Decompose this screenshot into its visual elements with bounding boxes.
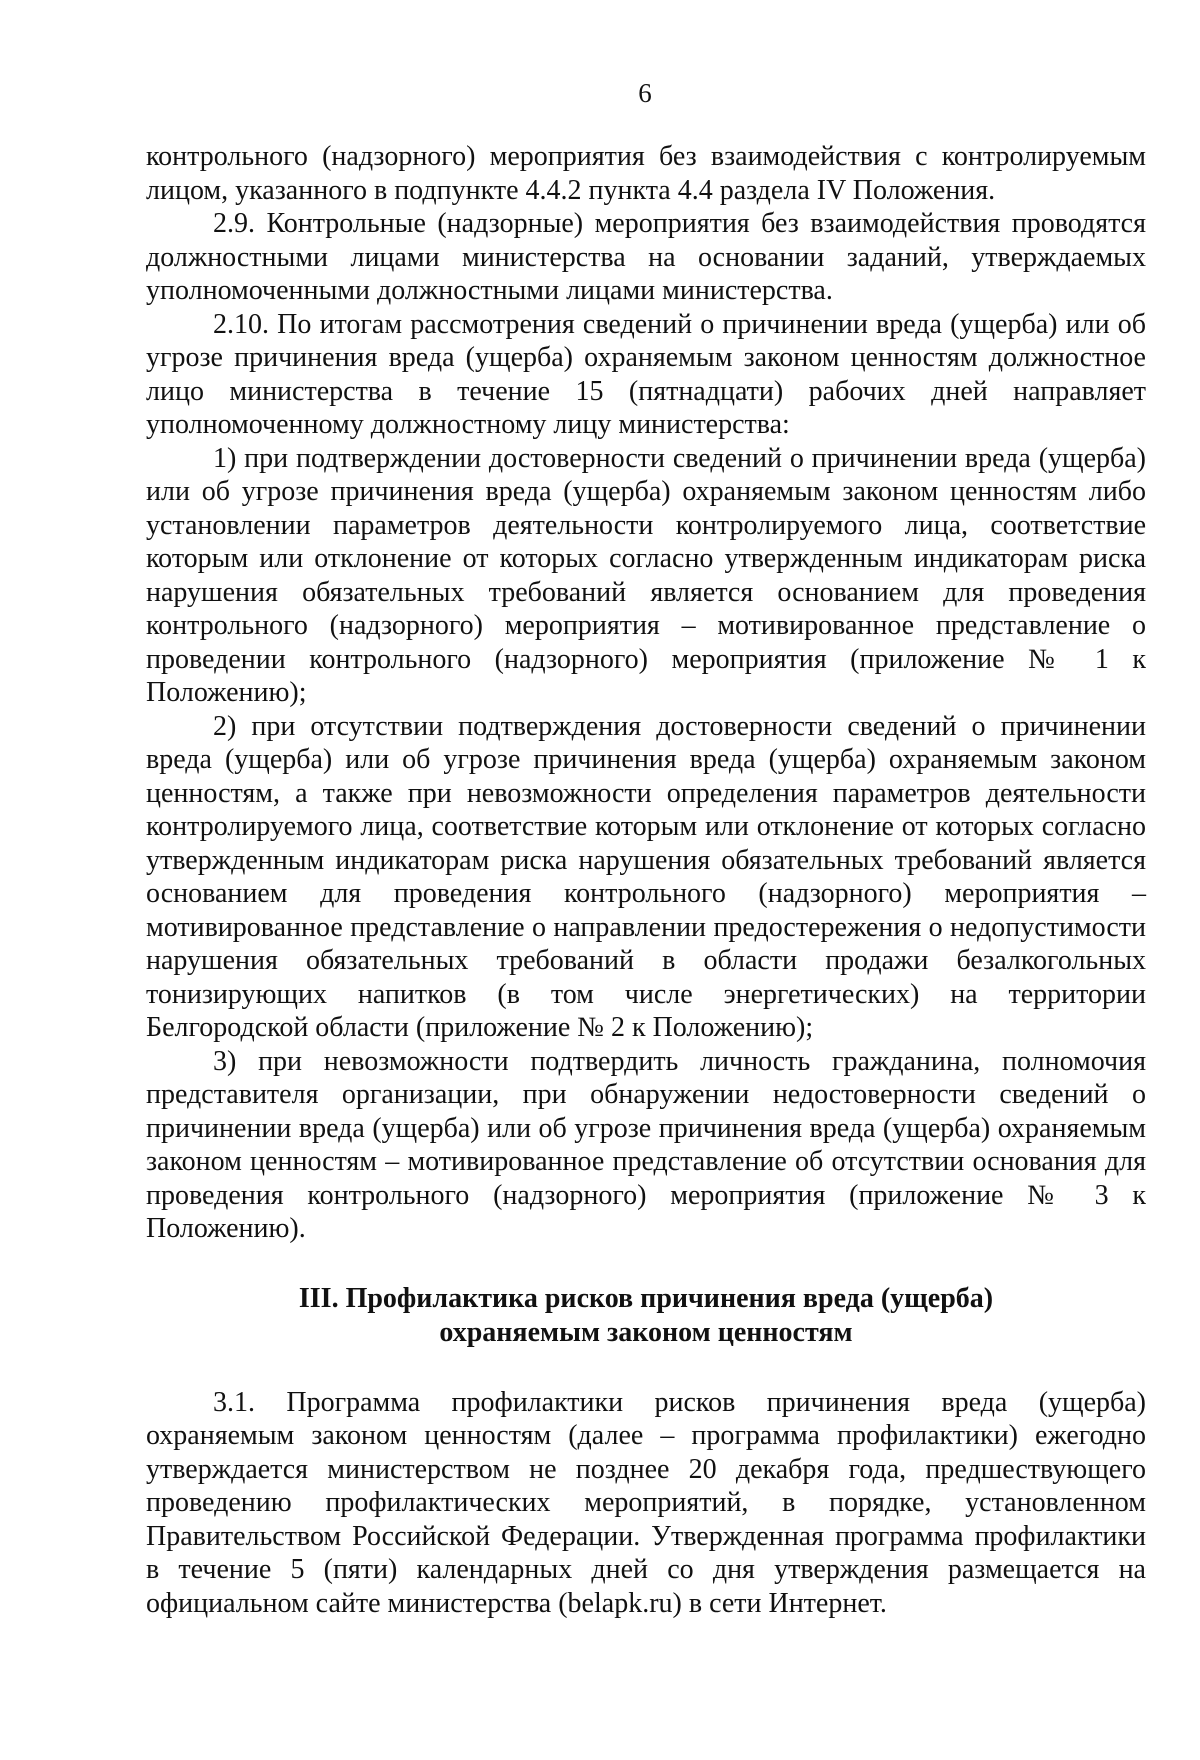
paragraph-2-10-item-3: 3) при невозможности подтвердить личность гражданина, полномочия представителя организации, при обнаружении недостоверности сведений о причинении вреда (ущерба) или об угрозе причинения вреда (ущерба) охраняемым законом ценностям – мотивированное представление об отсутствии основания для проведения контрольного (надзорного) мероприятия (приложение № 3 к Положению).: [146, 1045, 1146, 1244]
paragraph-2-10-item-1: 1) при подтверждении достоверности сведений о причинении вреда (ущерба) или об угрозе причинения вреда (ущерба) охраняемым законом ценностям либо установлении параметров деятельности контролируемого лица, соответствие которым или отклонение от которых согласно утвержденным индикаторам риска нарушения обязательных требований является основанием для проведения контрольного (надзорного) мероприятия – мотивированное представление о проведении контрольного (надзорного) мероприятия (приложение № 1 к Положению);: [146, 442, 1146, 708]
document-body: [146, 140, 1146, 1620]
paragraph-2-9: 2.9. Контрольные (надзорные) мероприятия без взаимодействия проводятся должностными лицами министерства на основании заданий, утверждаемых уполномоченными должностными лицами министерства.: [146, 208, 1146, 306]
section-heading-line-2: охраняемым законом ценностям: [439, 1316, 853, 1348]
section-heading-iii: [146, 1282, 1146, 1350]
page-number: 6: [638, 78, 652, 108]
paragraph-2-10: 2.10. По итогам рассмотрения сведений о причинении вреда (ущерба) или об угрозе причинения вреда (ущерба) охраняемым законом ценностям должностное лицо министерства в течение 15 (пятнадцати) рабочих дней направляет уполномоченному должностному лицу министерства:: [146, 308, 1146, 440]
paragraph-continuation: контрольного (надзорного) мероприятия без взаимодействия с контролируемым лицом, указанного в подпункте 4.4.2 пункта 4.4 раздела IV Положения.: [146, 141, 1146, 206]
paragraph-2-10-item-2: 2) при отсутствии подтверждения достоверности сведений о причинении вреда (ущерба) или об угрозе причинения вреда (ущерба) охраняемым законом ценностям, а также при невозможности определения параметров деятельности контролируемого лица, соответствие которым или отклонение от которых согласно утвержденным индикаторам риска нарушения обязательных требований является основанием для проведения контрольного (надзорного) мероприятия – мотивированное представление о направлении предостережения о недопустимости нарушения обязательных требований в области продажи безалкогольных тонизирующих напитков (в том числе энергетических) на территории Белгородской области (приложение № 2 к Положению);: [146, 710, 1146, 1043]
paragraph-3-1: 3.1. Программа профилактики рисков причинения вреда (ущерба) охраняемым законом ценностям (далее – программа профилактики) ежегодно утверждается министерством не позднее 20 декабря года, предшествующего проведению профилактических мероприятий, в порядке, установленном Правительством Российской Федерации. Утвержденная программа профилактики в течение 5 (пяти) календарных дней со дня утверждения размещается на официальном сайте министерства (belapk.ru) в сети Интернет.: [146, 1386, 1146, 1619]
section-heading-line-1: III. Профилактика рисков причинения вреда (ущерба): [298, 1282, 994, 1314]
